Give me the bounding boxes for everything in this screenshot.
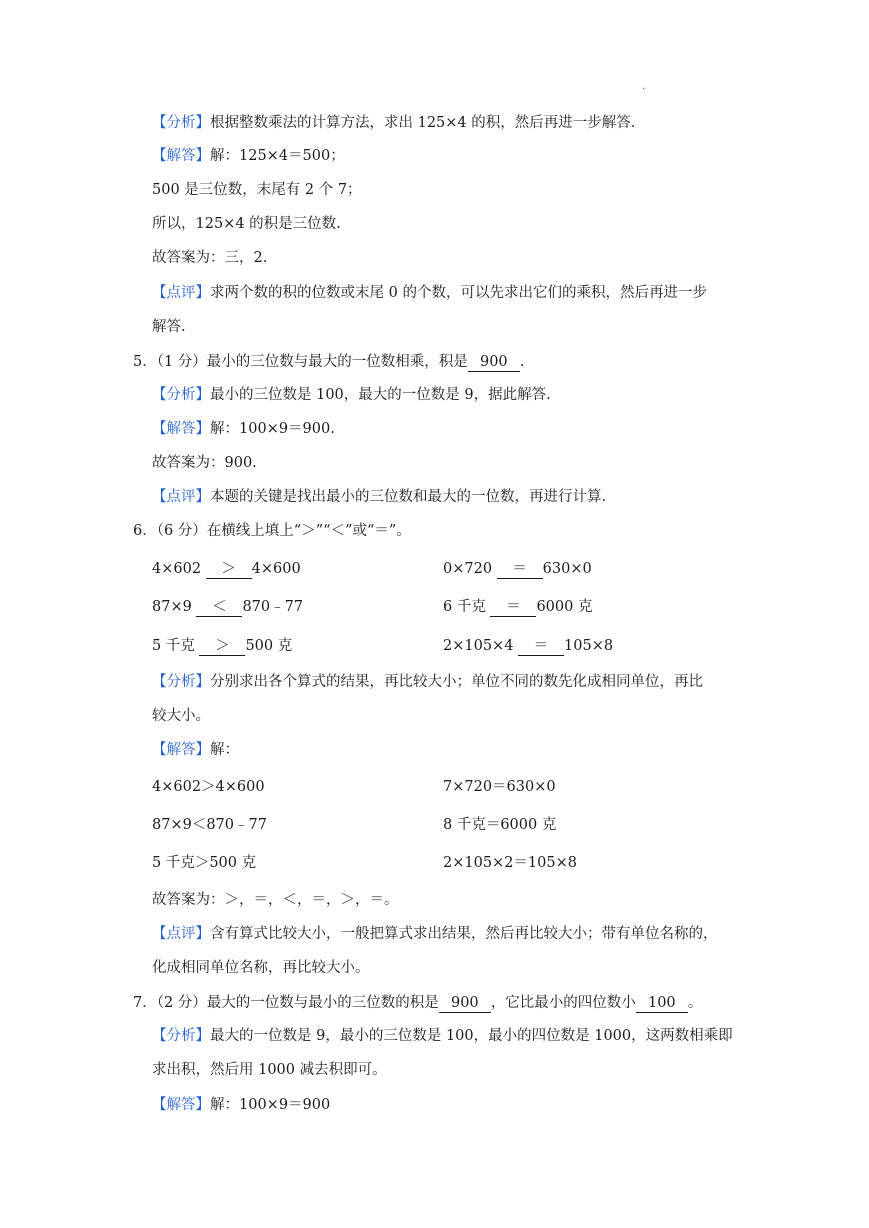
compare-blank: ＝ (490, 598, 536, 617)
header-mark: · (642, 84, 646, 95)
q4-comment-cont: 解答. (152, 319, 186, 335)
q5-analysis: 【分析】最小的三位数是 100，最大的一位数是 9，据此解答. (152, 387, 551, 403)
analysis-tag: 【分析】 (152, 115, 210, 131)
q4-answer-line: 故答案为：三，2. (152, 250, 268, 266)
q6-item: 5 千克 ＞ 500 克 (152, 638, 293, 654)
q5-stem: 5．（1 分）最小的三位数与最大的一位数相乘，积是 900 . (133, 354, 525, 370)
q6-stem: 6．（6 分）在横线上填上“＞”“＜”或“＝”。 (133, 523, 411, 539)
compare-blank: ＜ (196, 598, 242, 617)
answer-blank: 100 (636, 994, 688, 1013)
q4-answer: 【解答】解：125×4＝500； (152, 148, 345, 164)
q6-answer-item: 4×602＞4×600 (152, 779, 265, 795)
q6-analysis: 【分析】分别求出各个算式的结果，再比较大小；单位不同的数先化成相同单位，再比 (152, 674, 703, 690)
compare-blank: ＞ (206, 560, 252, 579)
q7-answer: 【解答】解：100×9＝900 (152, 1097, 331, 1113)
q7-analysis-cont: 求出积，然后用 1000 减去积即可。 (152, 1062, 387, 1078)
q6-answer-item: 8 千克＝6000 克 (443, 817, 557, 833)
q4-answer-line: 所以，125×4 的积是三位数. (152, 216, 341, 232)
q5-comment: 【点评】本题的关键是找出最小的三位数和最大的一位数，再进行计算. (152, 489, 607, 505)
answer-tag: 【解答】 (152, 148, 210, 164)
q6-answer-item: 5 千克＞500 克 (152, 855, 257, 871)
q6-answer: 【解答】解： (152, 742, 239, 758)
q6-item: 6 千克 ＝ 6000 克 (443, 599, 593, 615)
q6-answer-item: 7×720＝630×0 (443, 779, 556, 795)
q4-comment: 【点评】求两个数的积的位数或末尾 0 的个数，可以先求出它们的乘积，然后再进一步 (152, 285, 707, 301)
q7-analysis: 【分析】最大的一位数是 9，最小的三位数是 100，最小的四位数是 1000，这两数相乘即 (152, 1028, 733, 1044)
q4-answer-line: 500 是三位数，末尾有 2 个 7； (152, 182, 362, 198)
answer-blank: 900 (439, 994, 491, 1013)
compare-blank: ＞ (199, 637, 245, 656)
q6-item: 2×105×4 ＝ 105×8 (443, 638, 614, 654)
q6-comment: 【点评】含有算式比较大小，一般把算式求出结果，然后再比较大小；带有单位名称的， (152, 926, 718, 942)
q6-answer-item: 2×105×2＝105×8 (443, 855, 577, 871)
compare-blank: ＝ (518, 637, 564, 656)
q6-answer-final: 故答案为：＞，＝，＜，＝，＞，＝。 (152, 892, 399, 908)
q5-answer-line: 故答案为：900. (152, 455, 257, 471)
q6-item: 4×602 ＞ 4×600 (152, 561, 301, 577)
q4-analysis: 【分析】根据整数乘法的计算方法，求出 125×4 的积，然后再进一步解答. (152, 115, 636, 131)
q7-stem: 7．（2 分）最大的一位数与最小的三位数的积是 900 ，它比最小的四位数小 100 。 (133, 995, 703, 1011)
q6-comment-cont: 化成相同单位名称，再比较大小。 (152, 960, 370, 976)
q6-item: 0×720 ＝ 630×0 (443, 561, 592, 577)
q6-answer-item: 87×9＜870﹣77 (152, 817, 267, 833)
q6-item: 87×9 ＜ 870﹣77 (152, 599, 304, 615)
comment-tag: 【点评】 (152, 285, 210, 301)
q5-answer: 【解答】解：100×9＝900. (152, 421, 335, 437)
answer-blank: 900 (468, 353, 520, 372)
q6-analysis-cont: 较大小。 (152, 708, 210, 724)
compare-blank: ＝ (497, 560, 543, 579)
